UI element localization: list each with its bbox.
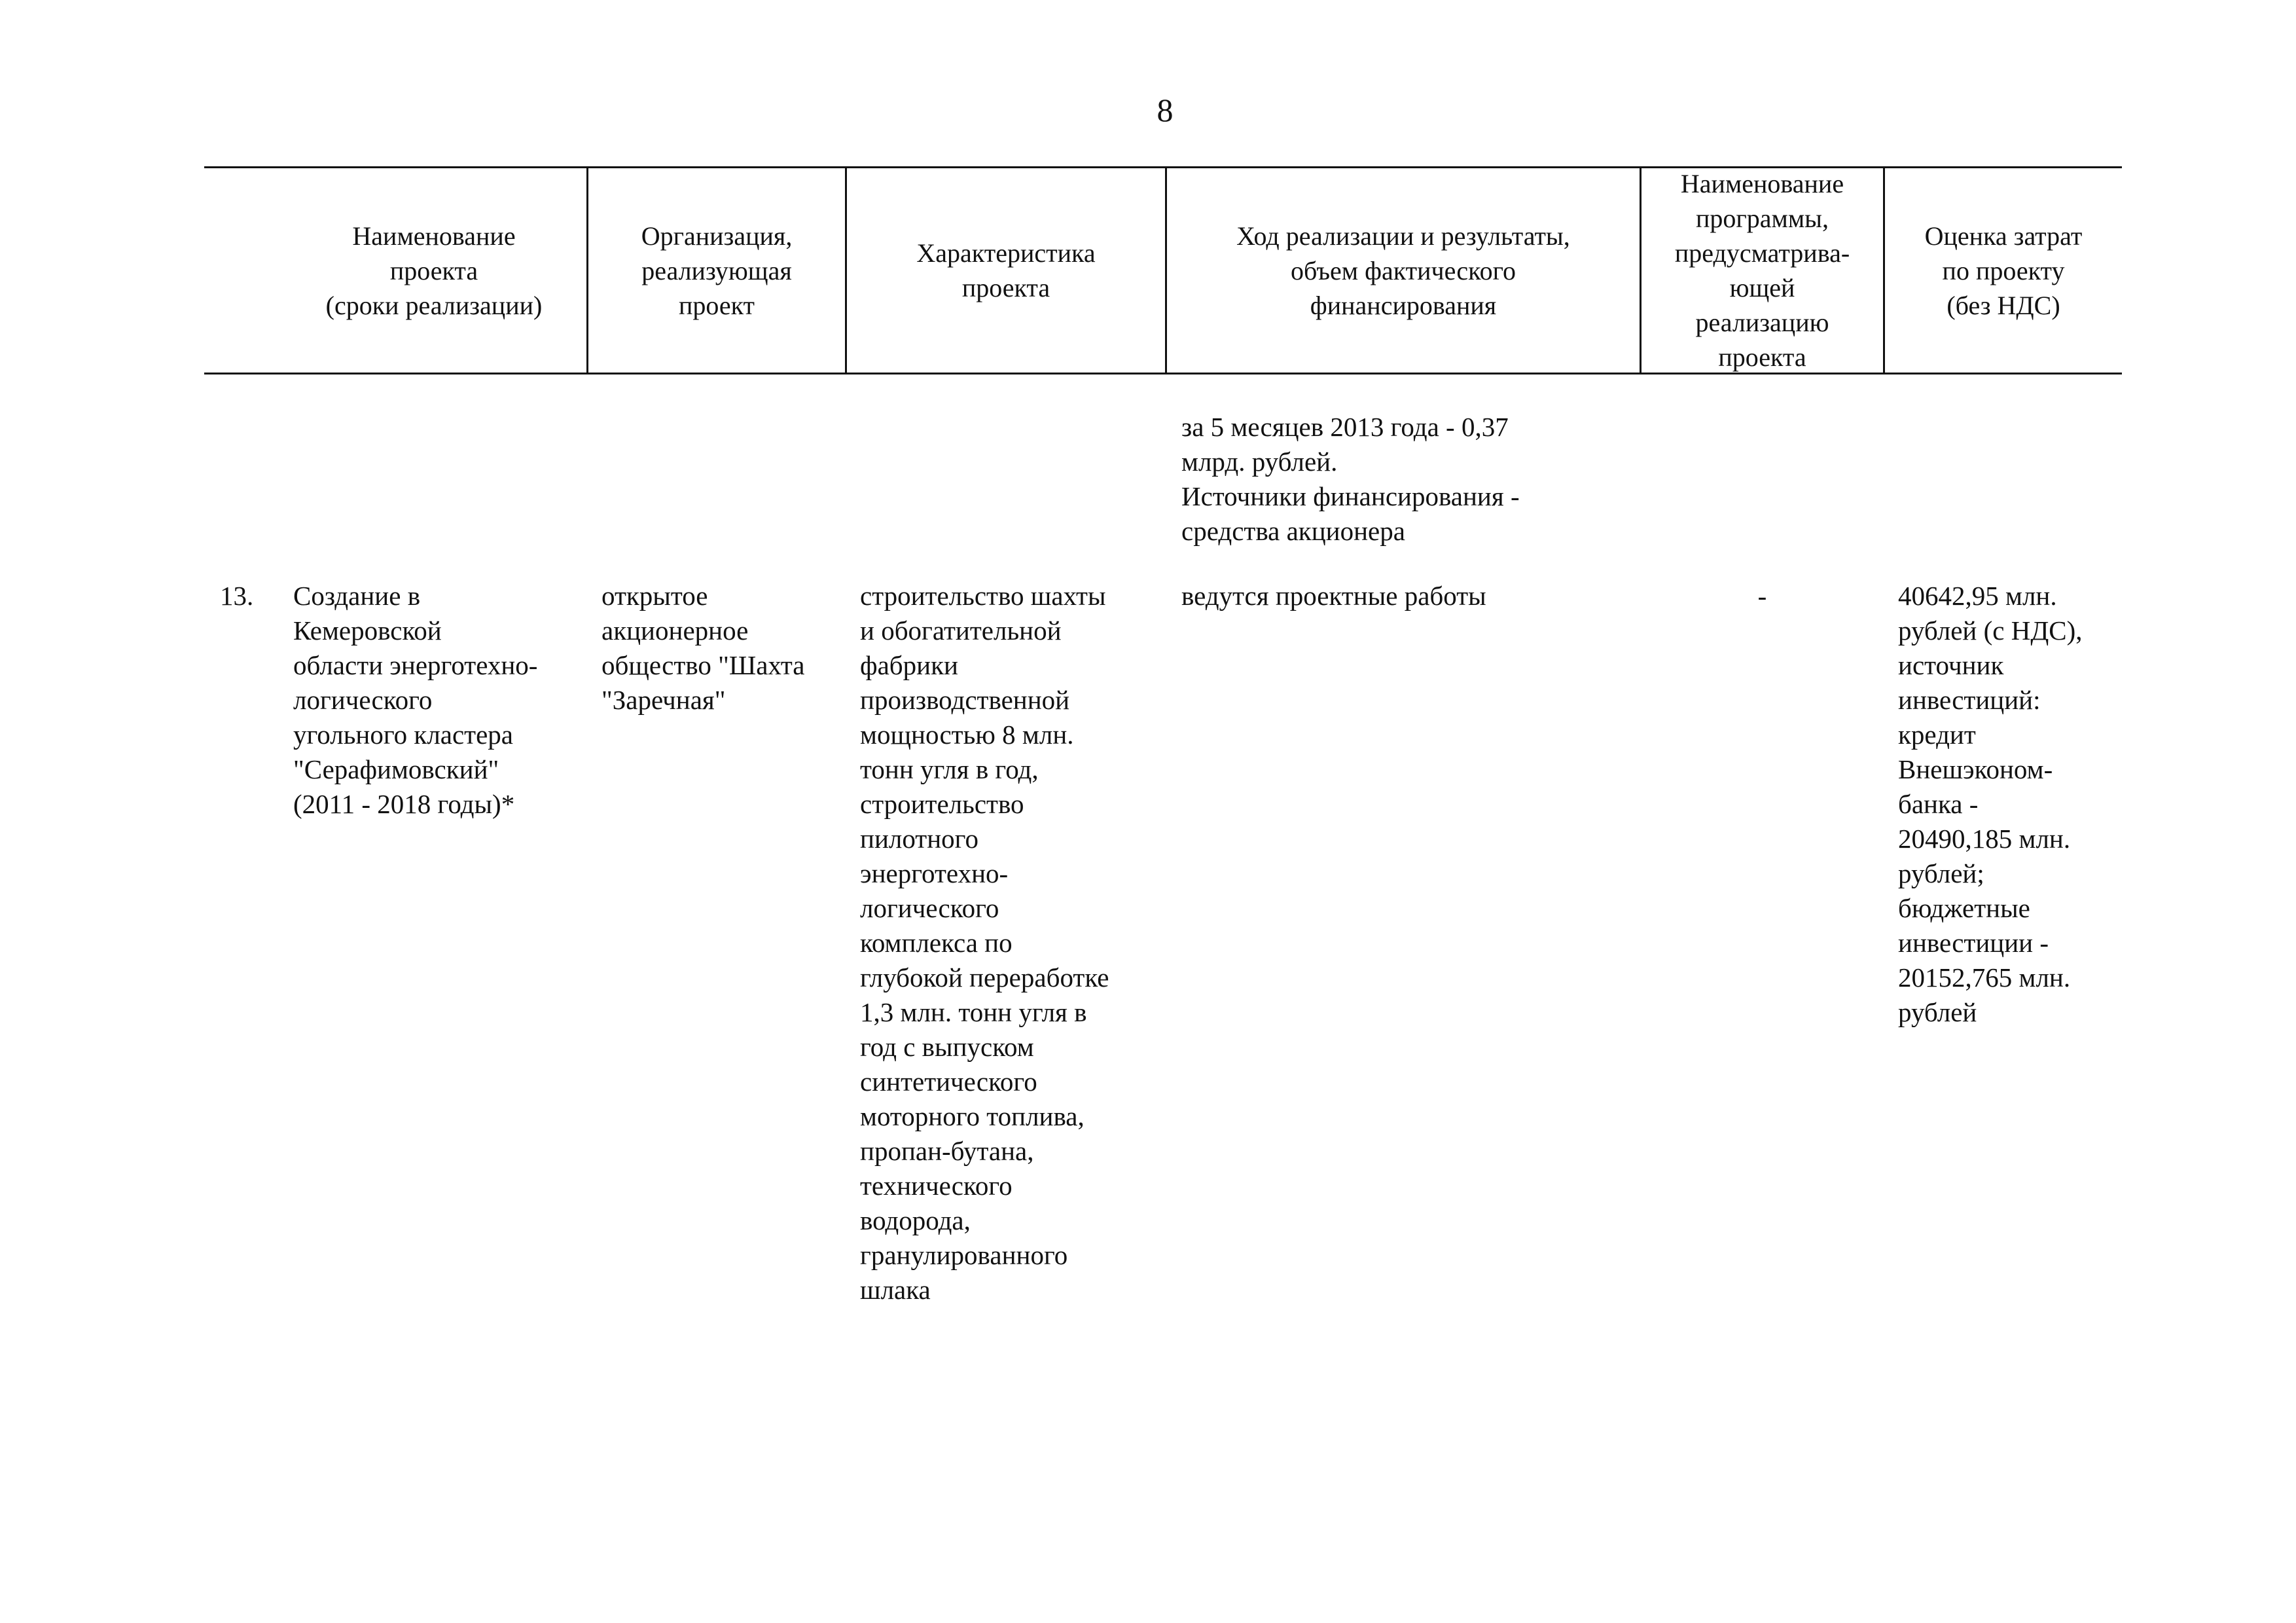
- header-organization: Организация, реализующая проект: [641, 221, 793, 320]
- progress-cell: ведутся проектные работы: [1181, 581, 1486, 611]
- page-number: 8: [1157, 92, 1174, 128]
- cost-cell: 40642,95 млн. рублей (с НДС), источник инвестиций: кредит Внешэконом- банка - 20490,185 млн. рублей; бюджетные инвестиции - 20152,765 млн. рублей: [1898, 581, 2083, 1027]
- header-cost: Оценка затрат по проекту (без НДС): [1924, 221, 2083, 320]
- header-project-name: Наименование проекта (сроки реализации): [325, 221, 543, 320]
- characteristics-cell: строительство шахты и обогатительной фабрики производственной мощностью 8 млн. тонн угля в год, строительство пилотного энерготехно- логического комплекса по глубокой переработке 1,3 млн. тонн угля в год с выпуском синтетического моторного топлива, пропан-бутана, технического водорода, гранулированного шлака: [860, 581, 1109, 1305]
- header-characteristics: Характеристика проекта: [916, 238, 1096, 302]
- continuation-progress-text: за 5 месяцев 2013 года - 0,37 млрд. рублей. Источники финансирования - средства акционера: [1181, 412, 1520, 546]
- project-name-cell: Создание в Кемеровской области энерготехно- логического угольного кластера "Серафимовский" (2011 - 2018 годы)*: [293, 581, 538, 819]
- program-cell: -: [1757, 581, 1767, 611]
- header-program: Наименование программы, предусматрива- ющей реализацию проекта: [1674, 169, 1850, 372]
- header-progress: Ход реализации и результаты, объем фактического финансирования: [1236, 221, 1570, 320]
- row-number: 13.: [220, 581, 254, 611]
- organization-cell: открытое акционерное общество "Шахта "Заречная": [601, 581, 805, 715]
